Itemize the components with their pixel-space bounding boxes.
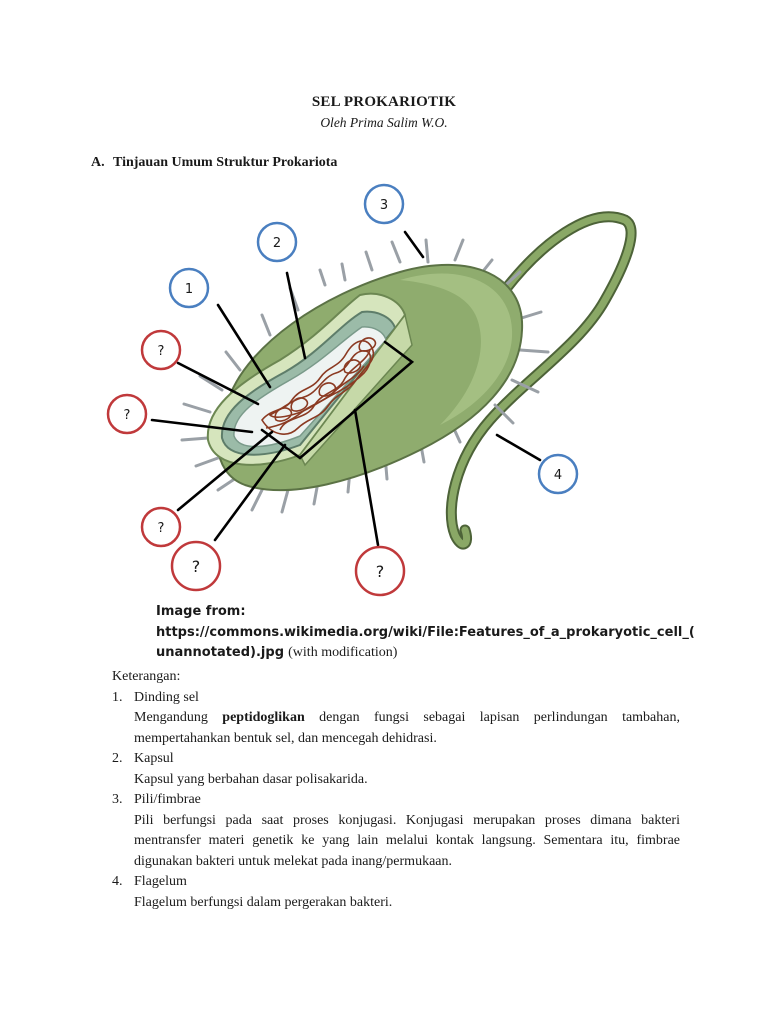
svg-text:?: ?: [191, 557, 201, 576]
svg-text:?: ?: [157, 521, 165, 536]
source-label: Image from:: [156, 604, 246, 619]
legend-description: Kapsul yang berbahan dasar polisakarida.: [134, 771, 368, 787]
legend-item-4: [112, 872, 680, 913]
legend-number: 4.: [112, 874, 123, 889]
source-url-cont[interactable]: unannotated).jpg: [156, 645, 284, 660]
legend-term: Flagelum: [134, 874, 187, 889]
svg-text:3: 3: [379, 198, 389, 213]
section-number: A.: [91, 155, 105, 170]
source-note: (with modification): [288, 645, 398, 660]
svg-text:?: ?: [375, 562, 385, 581]
legend-number: 1.: [112, 689, 123, 705]
question-circle-4: [172, 542, 220, 590]
source-url[interactable]: https://commons.wikimedia.org/wiki/File:Features_of_a_prokaryotic_cell_(: [156, 624, 695, 640]
svg-text:4: 4: [553, 468, 563, 483]
label-circle-3: [365, 185, 403, 223]
legend-section: [112, 667, 680, 913]
legend-number: 2.: [112, 751, 123, 766]
section-title: Tinjauan Umum Struktur Prokariota: [113, 155, 338, 170]
legend-item-3: [112, 790, 680, 872]
image-source: [156, 602, 716, 664]
document-author: Oleh Prima Salim W.O.: [320, 115, 448, 130]
svg-text:?: ?: [157, 344, 165, 359]
label-circle-4: [539, 455, 577, 493]
legend-item-2: [112, 749, 680, 790]
question-circle-6: [0, 0, 1, 1]
svg-text:2: 2: [272, 236, 282, 251]
legend-description: Mengandung peptidoglikan dengan fungsi sebagai lapisan perlindungan tambahan, mempertahankan bentuk sel, dan mencegah dehidrasi.: [134, 710, 680, 746]
legend-heading: Keterangan:: [112, 669, 181, 684]
svg-text:?: ?: [123, 408, 131, 423]
section-heading: [91, 155, 337, 171]
document-title: SEL PROKARIOTIK: [311, 94, 457, 110]
svg-text:?: ?: [0, 0, 1, 1]
legend-item-1: [112, 688, 680, 750]
legend-term: Pili/fimbrae: [134, 792, 201, 807]
bold-term: peptidoglikan: [222, 710, 305, 725]
question-circle-3: [142, 508, 180, 546]
svg-text:1: 1: [184, 282, 194, 297]
legend-description: Pili berfungsi pada saat proses konjugasi. Konjugasi merupakan proses dimana bakteri mentransfer materi genetik ke yang lain melalui kontak langsung. Sementara itu, fimbrae digunakan bakteri untuk melekat pada inang/permukaan.: [134, 812, 680, 869]
legend-number: 3.: [112, 792, 123, 807]
legend-term: Dinding sel: [134, 689, 199, 705]
question-circle-1: [142, 331, 180, 369]
legend-description: Flagelum berfungsi dalam pergerakan bakteri.: [134, 894, 393, 910]
label-circle-1: [170, 269, 208, 307]
question-circle-5: [356, 547, 404, 595]
label-circle-2: [258, 223, 296, 261]
legend-term: Kapsul: [134, 751, 174, 766]
question-circle-2: [108, 395, 146, 433]
